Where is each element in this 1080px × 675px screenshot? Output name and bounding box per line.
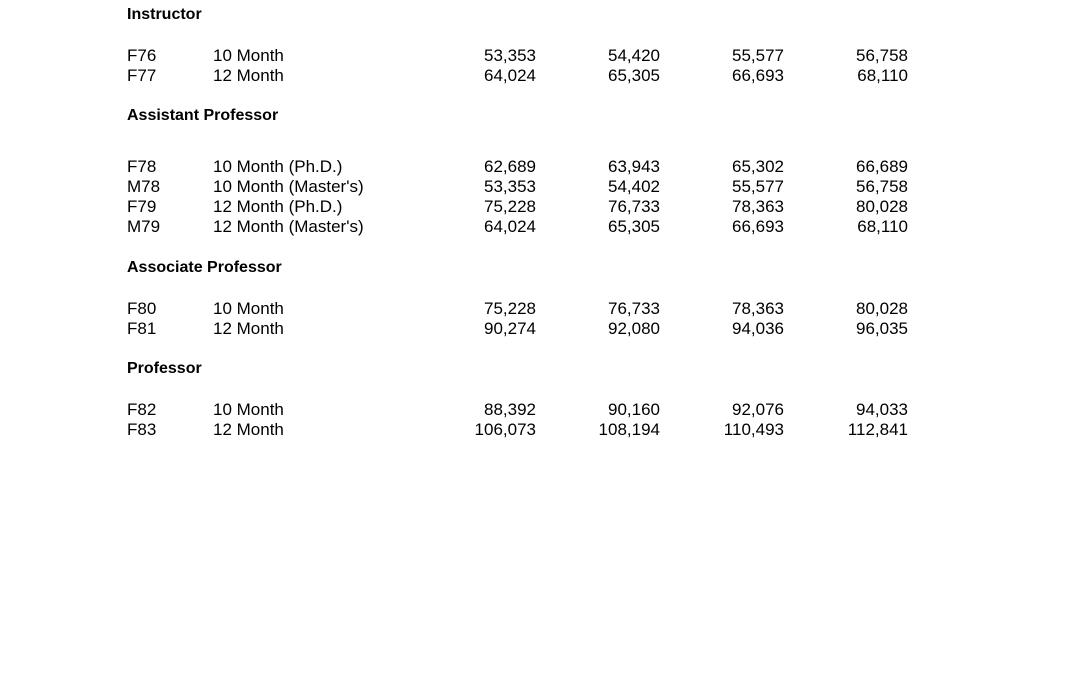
appointment-term: 10 Month: [213, 46, 284, 65]
salary-value: 75,228: [484, 197, 536, 216]
salary-value: 112,841: [847, 420, 908, 439]
salary-value: 54,402: [608, 177, 660, 196]
salary-value: 55,577: [732, 177, 784, 196]
salary-value: 66,693: [732, 66, 784, 85]
table-row: [0, 319, 1080, 339]
table-row: [0, 157, 1080, 177]
rank-code: F81: [127, 319, 157, 338]
salary-value: 96,035: [856, 319, 908, 338]
salary-value: 66,689: [856, 157, 908, 176]
salary-value: 78,363: [732, 299, 784, 318]
salary-value: 56,758: [856, 177, 908, 196]
rank-code: F80: [127, 299, 157, 318]
salary-value: 80,028: [856, 197, 908, 216]
rank-code: M79: [127, 217, 161, 236]
section-heading: Professor: [127, 360, 202, 377]
salary-value: 65,305: [608, 66, 660, 85]
salary-value: 94,036: [732, 319, 784, 338]
salary-value: 94,033: [856, 400, 908, 419]
table-row: [0, 217, 1080, 237]
salary-value: 80,028: [856, 299, 908, 318]
table-row: [0, 197, 1080, 217]
table-row: [0, 66, 1080, 86]
appointment-term: 10 Month: [213, 400, 284, 419]
salary-value: 76,733: [608, 197, 660, 216]
salary-value: 76,733: [608, 299, 660, 318]
salary-value: 63,943: [608, 157, 660, 176]
salary-value: 68,110: [857, 217, 908, 236]
appointment-term: 10 Month (Ph.D.): [213, 157, 343, 176]
salary-value: 110,493: [723, 420, 784, 439]
table-row: [0, 299, 1080, 319]
rank-code: F77: [127, 66, 157, 85]
salary-value: 64,024: [484, 217, 536, 236]
salary-value: 90,160: [608, 400, 660, 419]
salary-value: 53,353: [484, 177, 536, 196]
salary-value: 56,758: [856, 46, 908, 65]
salary-value: 55,577: [732, 46, 784, 65]
appointment-term: 12 Month (Ph.D.): [213, 197, 343, 216]
salary-value: 53,353: [484, 46, 536, 65]
appointment-term: 12 Month: [213, 66, 284, 85]
table-row: [0, 420, 1080, 440]
rank-code: M78: [127, 177, 161, 196]
section-heading: Associate Professor: [127, 259, 282, 276]
salary-value: 88,392: [484, 400, 536, 419]
salary-value: 65,302: [732, 157, 784, 176]
rank-code: F76: [127, 46, 157, 65]
section-heading: Instructor: [127, 6, 202, 23]
salary-value: 68,110: [857, 66, 908, 85]
salary-value: 54,420: [608, 46, 660, 65]
salary-value: 90,274: [484, 319, 536, 338]
salary-value: 75,228: [484, 299, 536, 318]
rank-code: F79: [127, 197, 157, 216]
section-heading: Assistant Professor: [127, 107, 279, 124]
salary-value: 92,080: [608, 319, 660, 338]
appointment-term: 12 Month: [213, 319, 284, 338]
salary-value: 106,073: [474, 420, 536, 439]
table-row: [0, 46, 1080, 66]
salary-value: 62,689: [484, 157, 536, 176]
salary-value: 66,693: [732, 217, 784, 236]
appointment-term: 10 Month (Master's): [213, 177, 364, 196]
salary-value: 64,024: [484, 66, 536, 85]
table-row: [0, 400, 1080, 420]
salary-value: 65,305: [608, 217, 660, 236]
appointment-term: 12 Month (Master's): [213, 217, 364, 236]
rank-code: F82: [127, 400, 157, 419]
table-row: [0, 177, 1080, 197]
salary-value: 78,363: [732, 197, 784, 216]
appointment-term: 12 Month: [213, 420, 284, 439]
salary-value: 108,194: [598, 420, 660, 439]
rank-code: F83: [127, 420, 157, 439]
salary-value: 92,076: [732, 400, 784, 419]
rank-code: F78: [127, 157, 157, 176]
appointment-term: 10 Month: [213, 299, 284, 318]
